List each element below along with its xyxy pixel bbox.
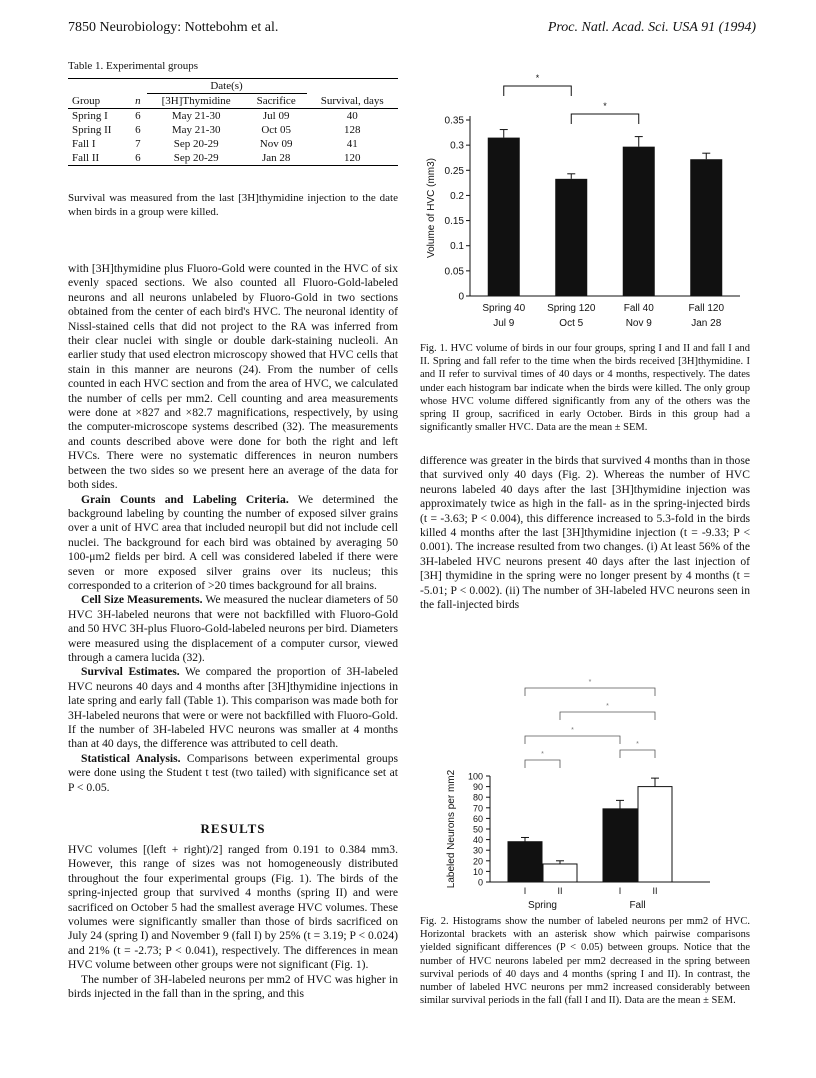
paragraph <box>68 752 398 795</box>
y-tick-label: 100 <box>467 771 483 782</box>
col-header: Survival, days <box>307 94 399 109</box>
x-tick-label: Fall 120 <box>688 303 725 314</box>
col-header: Group <box>68 94 129 109</box>
asterisk: * <box>588 679 592 686</box>
asterisk: * <box>636 741 639 748</box>
y-tick-label: 20 <box>472 856 483 867</box>
x-date-label: Oct 5 <box>559 318 584 329</box>
y-tick-label: 60 <box>472 813 483 824</box>
table-row <box>68 109 398 124</box>
significance-bracket <box>560 712 655 720</box>
x-date-label: Jan 28 <box>691 318 722 329</box>
cell: 128 <box>344 124 361 136</box>
x-date-label: Jul 9 <box>493 318 515 329</box>
bar <box>623 147 655 296</box>
running-header <box>68 20 756 38</box>
cell: 7 <box>135 138 141 150</box>
col-header: Sacrifice <box>246 94 307 109</box>
y-tick-label: 30 <box>472 845 483 856</box>
cell: Fall I <box>72 138 96 150</box>
cell: 6 <box>129 151 146 166</box>
right-column <box>420 454 750 612</box>
figure-2-chart <box>420 676 750 912</box>
y-tick-label: 0.25 <box>444 165 464 177</box>
asterisk: * <box>571 727 574 734</box>
x-tick-label: Spring 40 <box>482 303 526 314</box>
paragraph <box>68 665 398 751</box>
paragraph: with [3H]thymidine plus Fluoro-Gold were counted in the HVC of six evenly spaced sections. We also counted all Fluoro-Gold-labeled neurons and all neurons unlabeled by Fluoro-Gold in two sections obtained from the center of each bird's HVC. The neuronal identity of Nissl-stained cells that did not project to the RA was inferred from their clear nuclei with single or double dark-staining nucleoli. An earlier study that used electron microscopy showed that HVC cells that stain in this manner are neurons (24). From the number of cells counted in each HVC section and from the area of HVC, we calculated the number of cells per mm2. Cell counting and area measurements were done at ×827 and ×82.7 magnifications, respectively, by using the computer-microscope systems described (32). The measurements and counts described above were done for both the right and left HVCs. There were no systematic differences in neuron numbers between the two sides so we present here an average of the data for both sides. <box>68 262 398 492</box>
cell: 120 <box>307 151 399 166</box>
x-tick-label: Spring 120 <box>547 303 596 314</box>
significance-bracket <box>525 688 655 696</box>
date-group-header: Date(s) <box>147 79 307 94</box>
significance-bracket <box>525 736 620 744</box>
cell: Fall II <box>68 151 129 166</box>
y-tick-label: 0.35 <box>444 115 464 127</box>
significance-bracket <box>571 114 639 124</box>
bar <box>488 138 520 296</box>
y-tick-label: 0 <box>458 291 464 303</box>
group-label: Fall <box>629 900 646 911</box>
cell: Jul 09 <box>262 110 290 122</box>
y-axis-label: Volume of HVC (mm3) <box>426 157 437 259</box>
bar <box>603 809 637 882</box>
experimental-groups-table <box>68 78 398 166</box>
results-heading: RESULTS <box>200 821 266 836</box>
cell: Sep 20-29 <box>147 151 246 166</box>
section-heading: Cell Size Measurements. <box>81 593 203 607</box>
paragraph: HVC volumes [(left + right)/2] ranged from 0.191 to 0.384 mm3. However, this range of sizes was not homogeneously distributed throughout the four experimental groups (Fig. 1). The birds of the spring-injected group that survived 4 months (spring II) and were sacrificed on October 5 had the smallest average HVC volumes. These volumes were significantly smaller than those of birds sacrificed on July 24 (spring I) and November 9 (fall I) by 25% (t = 3.19; P < 0.024) and 21% (t = -2.73; P < 0.041), respectively. The differences in mean HVC volume between other groups were not significant (Fig. 1). <box>68 843 398 972</box>
cell: Spring I <box>72 110 108 122</box>
bar <box>555 179 587 296</box>
y-tick-label: 0 <box>477 877 483 888</box>
y-tick-label: 40 <box>472 835 483 846</box>
x-tick-label: II <box>557 886 563 896</box>
asterisk: * <box>541 751 544 758</box>
left-column <box>68 262 398 795</box>
asterisk: * <box>606 703 609 710</box>
header-left: 7850 Neurobiology: Nottebohm et al. <box>68 20 279 35</box>
section-heading: Survival Estimates. <box>81 665 180 679</box>
paragraph-text: Comparisons between experimental groups were done using the Student t test (two tailed) with significance set at P < 0.05. <box>68 751 398 794</box>
paragraph: difference was greater in the birds that survived 4 months than in those that survived only 40 days (Fig. 2). Whereas the number of HVC neurons labeled 40 days after the last [3H]thymidine injection was approximately twice as high in the fall- as in the spring-injected birds (t = -3.63; P < 0.004), this difference increased to 5.3-fold in the birds killed 4 months after the last [3H]thymidine injection (t = -9.33; P < 0.001). The increase resulted from two changes. (i) At least 56% of the 3H-labeled HVC neurons present 40 days after the last injection of [3H] thymidine in the spring were no longer present by 4 months (t = -5.01; P < 0.002). (ii) The number of 3H-labeled HVC neurons seen in the fall-injected birds <box>420 454 750 612</box>
table-row <box>68 123 398 137</box>
bar <box>690 159 722 296</box>
col-header: [3H]Thymidine <box>147 94 246 109</box>
paragraph-text: We measured the nuclear diameters of 50 HVC 3H-labeled neurons that were not backfilled with Fluoro-Gold and 50 HVC 3H-plus Fluoro-Gold-labeled neurons per bird. Diameters were measured using the displacement of a computer cursor, viewed through a camera lucida (32). <box>68 593 398 664</box>
y-tick-label: 90 <box>472 782 483 793</box>
paragraph: The number of 3H-labeled neurons per mm2 of HVC was higher in birds injected in the fall than in the spring, and this <box>68 972 398 1001</box>
group-label: Spring <box>528 900 557 911</box>
header-right: Proc. Natl. Acad. Sci. USA 91 (1994) <box>547 20 756 35</box>
figure-2-caption: Fig. 2. Histograms show the number of labeled neurons per mm2 of HVC. Horizontal brackets with an asterisk show which pairwise comparisons yielded significant differences (P < 0.05) between groups. Notice that the number of HVC neurons labeled per mm2 decreased in the spring between survival periods of 40 days and 4 months (spring I and II). In contrast, the number of labeled HVC neurons per mm2 increased considerably between similar survival periods in the fall (fall I and II). Data are the mean ± SEM. <box>420 916 750 1007</box>
section-heading: Statistical Analysis. <box>81 751 181 765</box>
paragraph <box>68 593 398 665</box>
cell: Spring II <box>72 124 112 136</box>
asterisk: * <box>535 73 540 83</box>
col-header: n <box>129 94 146 109</box>
cell: Jan 28 <box>246 151 307 166</box>
cell: Sep 20-29 <box>173 138 219 150</box>
figure-1-caption: Fig. 1. HVC volume of birds in our four groups, spring I and II and fall I and II. Spring and fall refer to the time when the birds received [3H]thymidine. I and II refer to survival times of 40 days or 4 months, respectively. The dates under each histogram bar indicate when the birds were killed. The only group whose HVC volume differed significantly from any of the others was the spring II group, sacrificed in early October. Birds in this group had a significantly smaller HVC. Data are the mean ± SEM. <box>420 343 750 434</box>
y-tick-label: 0.15 <box>444 216 464 228</box>
paragraph <box>68 493 398 594</box>
table-caption: Table 1. Experimental groups <box>68 60 198 72</box>
x-tick-label: I <box>523 886 527 896</box>
x-tick-label: Fall 40 <box>623 303 654 314</box>
y-tick-label: 10 <box>472 866 483 877</box>
bar <box>508 842 542 882</box>
x-tick-label: II <box>652 886 658 896</box>
cell: 41 <box>346 138 358 150</box>
cell: May 21-30 <box>171 124 221 136</box>
cell: Oct 05 <box>261 124 291 136</box>
table-footnote: Survival was measured from the last [3H]thymidine injection to the date when birds in a group were killed. <box>68 192 398 218</box>
significance-bracket <box>525 760 560 768</box>
table-row <box>68 137 398 151</box>
figure-1-chart <box>420 72 750 334</box>
y-axis-label: Labeled Neurons per mm2 <box>446 769 457 889</box>
cell: 40 <box>346 110 358 122</box>
section-heading: Grain Counts and Labeling Criteria. <box>81 492 289 506</box>
bar <box>543 864 577 882</box>
bar <box>638 787 672 882</box>
paragraph-text: We determined the background labeling by counting the number of exposed silver grains over a unit of HVC area that included neuropil but did not include cell nuclei. The background for each bird was obtained by averaging 50 100-μm2 fields per bird. A cell was considered labeled if there were seven or more exposed silver grains over its nucleus; this corresponded to a criterion of >20 times background for all brains. <box>68 492 398 592</box>
results-text <box>68 843 398 1001</box>
significance-bracket <box>504 86 572 96</box>
y-tick-label: 0.1 <box>450 241 464 253</box>
cell: May 21-30 <box>171 110 221 122</box>
y-tick-label: 0.05 <box>444 266 464 278</box>
y-tick-label: 70 <box>472 803 483 814</box>
asterisk: * <box>603 101 607 111</box>
y-tick-label: 80 <box>472 792 483 803</box>
cell: 6 <box>135 124 141 136</box>
y-tick-label: 0.3 <box>450 140 464 152</box>
y-tick-label: 0.2 <box>450 190 464 202</box>
cell: 6 <box>135 110 141 122</box>
x-date-label: Nov 9 <box>625 318 652 329</box>
x-tick-label: I <box>618 886 622 896</box>
table-row <box>68 151 398 166</box>
significance-bracket <box>620 750 655 758</box>
y-tick-label: 50 <box>472 824 483 835</box>
paragraph-text: We compared the proportion of 3H-labeled HVC neurons 40 days and 4 months after [3H]thymidine injections in late spring and early fall (Table 1). This comparison was made both for 3H-labeled neurons that were or were not backfilled with Fluoro-Gold. If the number of 3H-labeled HVC neurons was smaller at 4 months than at 40 days, the difference was attributed to cell death. <box>68 665 398 751</box>
cell: Nov 09 <box>259 138 293 150</box>
